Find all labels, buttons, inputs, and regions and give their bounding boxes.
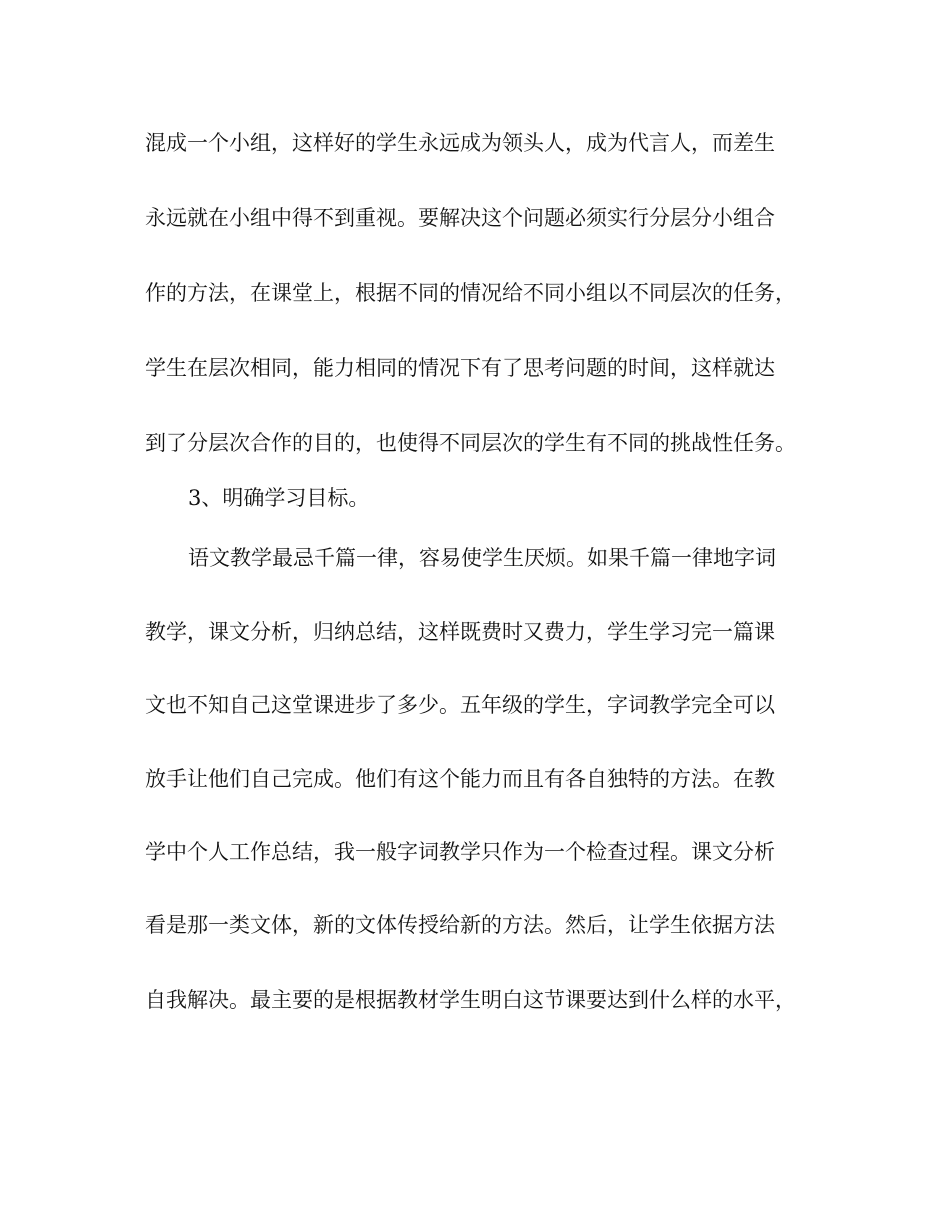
text-line: 学中个人工作总结，我一般字词教学只作为一个检查过程。课文分析 xyxy=(145,840,775,864)
text-line: 文也不知自己这堂课进步了多少。五年级的学生，字词教学完全可以 xyxy=(145,693,775,717)
text-line: 看是那一类文体，新的文体传授给新的方法。然后，让学生依据方法 xyxy=(145,913,775,937)
text-line: 教学，课文分析，归纳总结，这样既费时又费力，学生学习完一篇课 xyxy=(145,620,775,644)
text-line: 到了分层次合作的目的，也使得不同层次的学生有不同的挑战性任务。 xyxy=(145,431,796,455)
text-line: 放手让他们自己完成。他们有这个能力而且有各自独特的方法。在教 xyxy=(145,767,775,791)
text-line: 语文教学最忌千篇一律，容易使学生厌烦。如果千篇一律地字词 xyxy=(188,546,776,570)
text-line: 作的方法，在课堂上，根据不同的情况给不同小组以不同层次的任务， xyxy=(145,281,796,305)
text-line: 永远就在小组中得不到重视。要解决这个问题必须实行分层分小组合 xyxy=(145,206,775,230)
text-line: 混成一个小组，这样好的学生永远成为领头人，成为代言人，而差生 xyxy=(145,131,775,155)
text-line: 学生在层次相同，能力相同的情况下有了思考问题的时间，这样就达 xyxy=(145,356,775,380)
text-line: 自我解决。最主要的是根据教材学生明白这节课要达到什么样的水平， xyxy=(145,988,796,1012)
section-heading: 3、明确学习目标。 xyxy=(188,486,370,510)
